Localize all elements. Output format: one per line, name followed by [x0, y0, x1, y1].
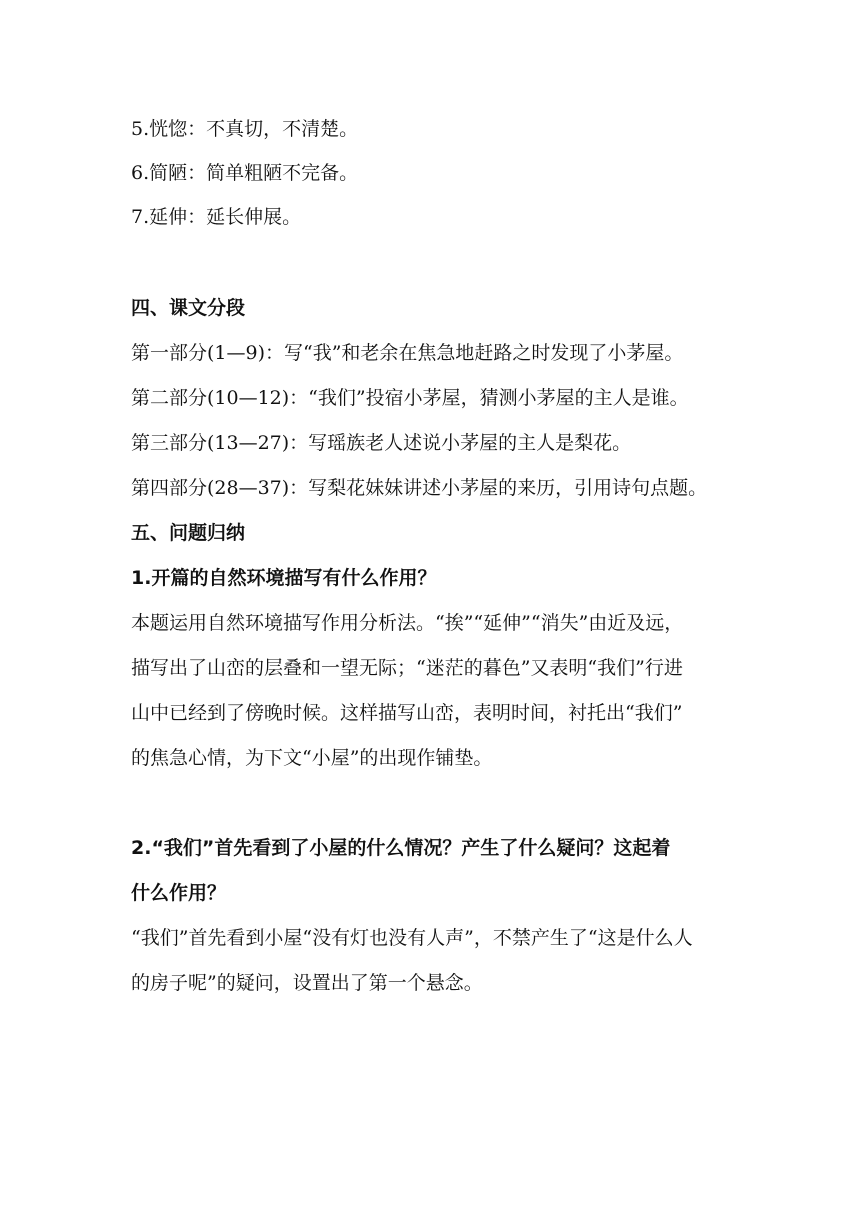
question-1-answer-line: 描写出了山峦的层叠和一望无际；“迷茫的暮色”又表明“我们”行进 [131, 657, 683, 679]
part-1: 第一部分(1—9)：写“我”和老余在焦急地赶路之时发现了小茅屋。 [131, 342, 684, 364]
part-4: 第四部分(28—37)：写梨花妹妹讲述小茅屋的来历，引用诗句点题。 [131, 477, 708, 499]
question-2-answer-line: 的房子呢”的疑问，设置出了第一个悬念。 [131, 972, 483, 994]
vocab-item-7: 7.延伸：延长伸展。 [131, 206, 302, 228]
section-heading-questions: 五、问题归纳 [131, 522, 246, 544]
question-1-answer-line: 的焦急心情，为下文“小屋”的出现作铺垫。 [131, 747, 493, 769]
question-2-title-line: 2.“我们”首先看到了小屋的什么情况？产生了什么疑问？这起着 [131, 837, 671, 859]
vocab-item-5: 5.恍惚：不真切，不清楚。 [131, 118, 359, 140]
section-heading-paragraphing: 四、课文分段 [131, 297, 246, 319]
part-2: 第二部分(10—12)：“我们”投宿小茅屋，猜测小茅屋的主人是谁。 [131, 387, 689, 409]
part-3: 第三部分(13—27)：写瑶族老人述说小茅屋的主人是梨花。 [131, 432, 632, 454]
question-1-answer-line: 山中已经到了傍晚时候。这样描写山峦，表明时间，衬托出“我们” [131, 702, 683, 724]
question-2-title-line: 什么作用？ [131, 882, 227, 904]
question-1-answer-line: 本题运用自然环境描写作用分析法。“挨”“延伸”“消失”由近及远， [131, 612, 684, 634]
question-1-title: 1.开篇的自然环境描写有什么作用？ [131, 567, 437, 589]
vocab-item-6: 6.简陋：简单粗陋不完备。 [131, 162, 359, 184]
question-2-answer-line: “我们”首先看到小屋“没有灯也没有人声”，不禁产生了“这是什么人 [131, 927, 693, 949]
